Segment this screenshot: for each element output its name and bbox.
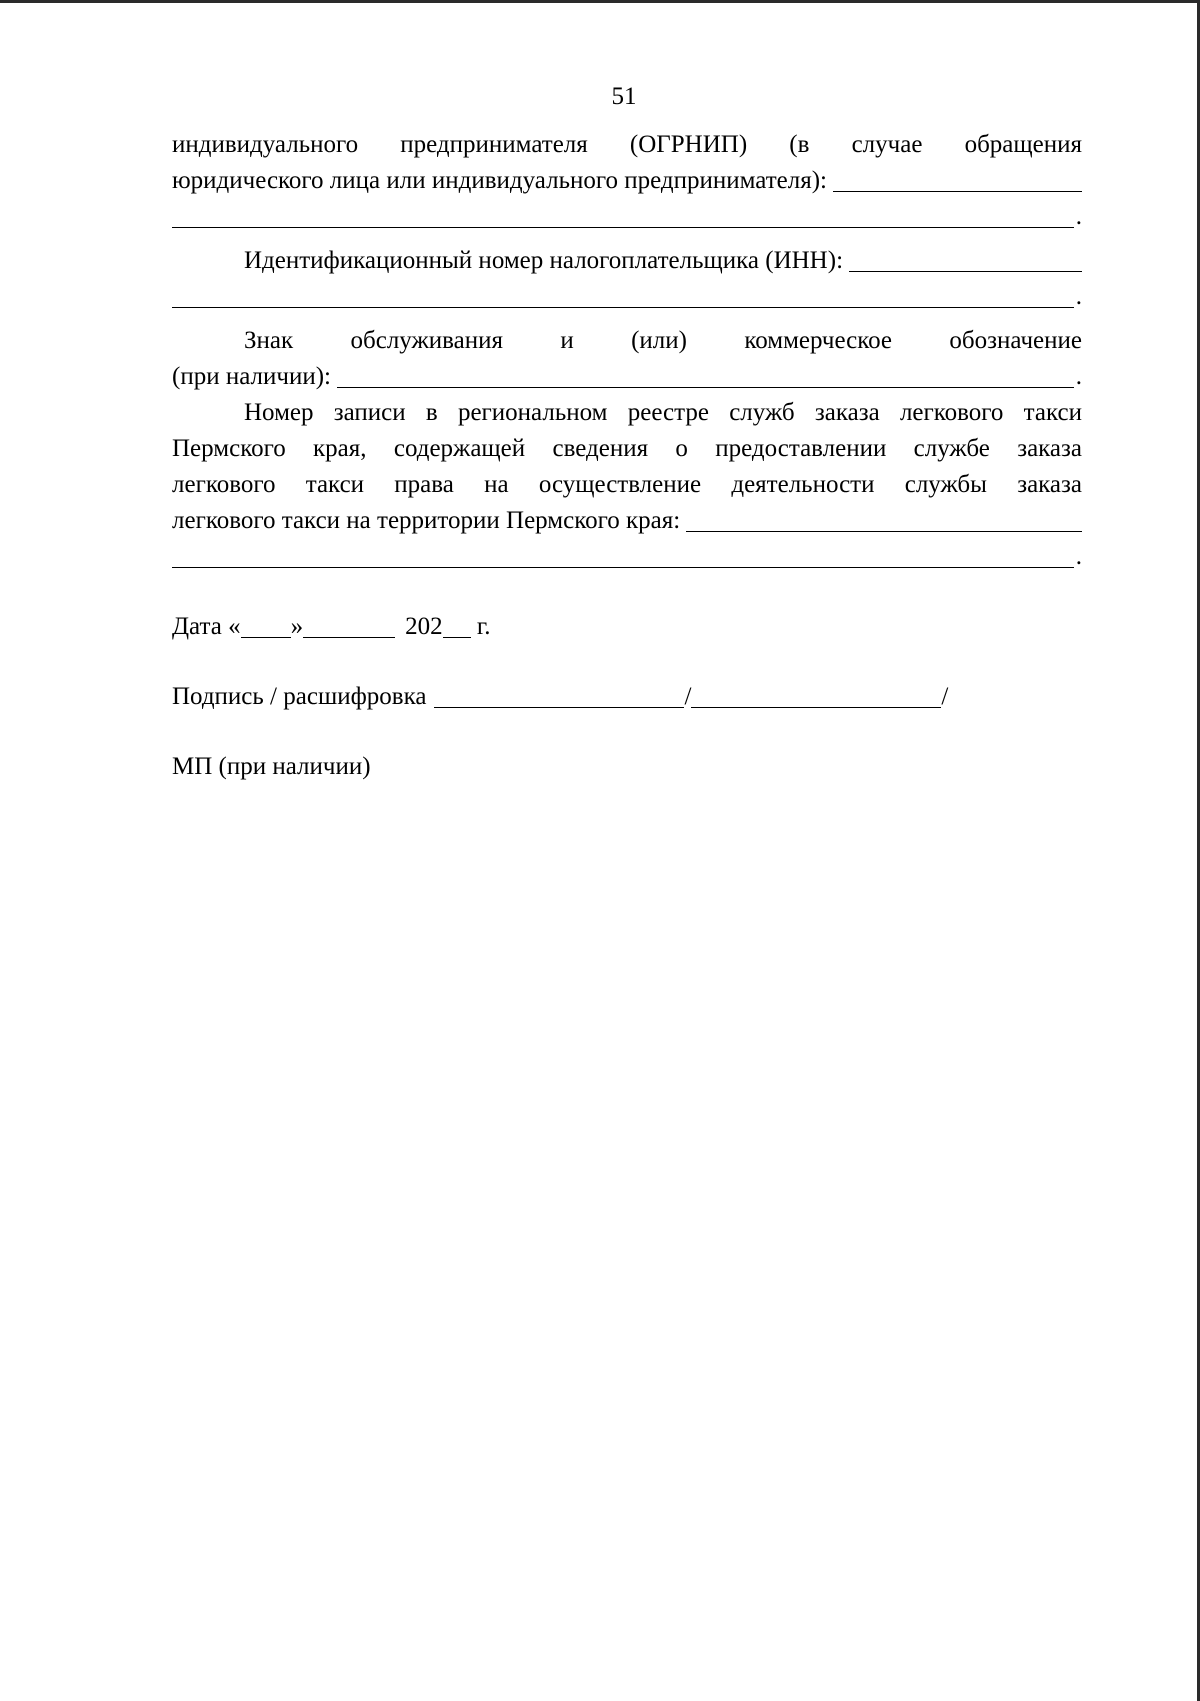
page-number: 51 [611, 83, 637, 110]
service-mark-label: (при наличии): [172, 363, 331, 390]
registry-line-3: легкового такси права на осуществление деятельности службы заказа [172, 471, 1082, 498]
signature-slash-1: / [684, 683, 692, 710]
signature-row [172, 679, 1082, 715]
inn-field-line[interactable] [172, 281, 1074, 308]
ogrnip-field-line[interactable] [172, 201, 1074, 228]
service-mark-field[interactable] [337, 361, 1074, 388]
signature-field[interactable] [434, 681, 684, 708]
ogrnip-line-1: индивидуального предпринимателя (ОГРНИП) (в случае обращения [172, 131, 1082, 158]
inn-end-period: . [1075, 283, 1082, 310]
inn-field-row [172, 243, 1082, 279]
registry-line-2: Пермского края, содержащей сведения о предоставлении службе заказа [172, 435, 1082, 462]
service-mark-line-1: Знак обслуживания и (или) коммерческое обозначение [244, 327, 1082, 354]
stamp-row [172, 749, 1082, 785]
date-close-quote: » [290, 613, 304, 640]
inn-field-start[interactable] [849, 245, 1082, 272]
service-mark-field-row [172, 359, 1082, 395]
ogrnip-field-continuation [172, 199, 1082, 235]
registry-field-line[interactable] [172, 541, 1074, 568]
ogrnip-label: юридического лица или индивидуального предпринимателя): [172, 167, 827, 194]
signature-decoding-field[interactable] [691, 681, 941, 708]
date-day-field[interactable] [241, 611, 291, 638]
registry-field-start[interactable] [686, 505, 1082, 532]
signature-slash-2: / [941, 683, 949, 710]
registry-label: легкового такси на территории Пермского края: [172, 507, 681, 534]
inn-field-continuation [172, 279, 1082, 315]
date-year-prefix: 202 [405, 613, 443, 640]
registry-field-row [172, 503, 1082, 539]
date-label: Дата « [172, 613, 241, 640]
date-suffix: г. [470, 613, 491, 640]
inn-label: Идентификационный номер налогоплательщика (ИНН): [244, 247, 844, 274]
date-year-field[interactable] [443, 611, 471, 638]
form-content [172, 127, 1082, 785]
service-mark-end-period: . [1075, 363, 1082, 390]
ogrnip-end-period: . [1075, 203, 1082, 230]
registry-field-continuation [172, 539, 1082, 575]
registry-line-1: Номер записи в региональном реестре служб заказа легкового такси [244, 399, 1082, 426]
date-month-field[interactable] [303, 611, 395, 638]
stamp-label: МП (при наличии) [172, 753, 371, 780]
date-row [172, 609, 1082, 645]
registry-end-period: . [1075, 543, 1082, 570]
ogrnip-field-row [172, 163, 1082, 199]
ogrnip-field-start[interactable] [833, 165, 1082, 192]
signature-label: Подпись / расшифровка [172, 683, 427, 710]
